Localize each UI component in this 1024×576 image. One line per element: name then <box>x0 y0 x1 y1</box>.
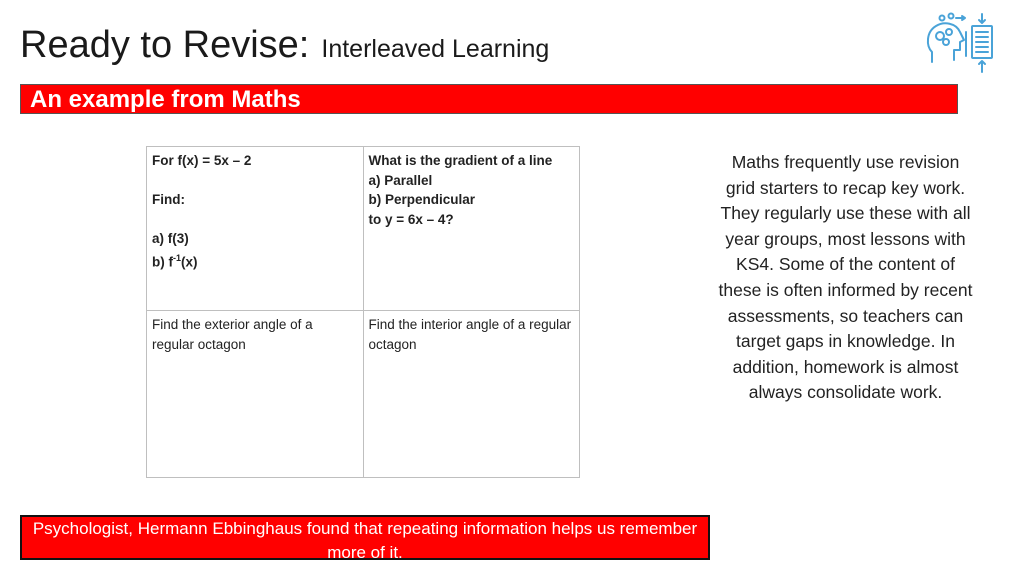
cell1-line4-prefix: b) f <box>152 254 173 269</box>
banner-text: An example from Maths <box>30 86 301 113</box>
cell1-line4 <box>152 249 358 272</box>
grid-cell-exterior-angle <box>147 311 364 478</box>
grid-cell-function <box>147 147 364 311</box>
cell2-line2: a) Parallel <box>368 172 433 188</box>
footer-quote-box <box>20 515 710 560</box>
grid-cell-gradient <box>363 147 580 311</box>
side-description: Maths frequently use revision grid starters to recap key work. They regularly use these with all year groups, most lessons with KS4. Some of the content of these is often informed by recent assessments, so teachers can target gaps in knowledge. In addition, homework is almost always consolidate work. <box>718 152 973 403</box>
title-main: Ready to Revise: <box>20 24 310 66</box>
cell1-line4-suffix: (x) <box>181 254 198 269</box>
cell3-text: Find the exterior angle of a regular octagon <box>152 317 313 352</box>
head-document-icon <box>922 12 1002 78</box>
cell2-line3: b) Perpendicular <box>368 192 476 207</box>
cell1-line4-sup: -1 <box>173 252 182 263</box>
cell4-text: Find the interior angle of a regular octagon <box>368 317 572 352</box>
cell2-line4: to y = 6x – 4? <box>368 211 454 227</box>
revision-grid <box>146 146 580 478</box>
footer-text: Psychologist, Hermann Ebbinghaus found that repeating information helps us remember more of it. <box>32 519 698 562</box>
cell1-line2: Find: <box>152 192 185 207</box>
cell1-line1: For f(x) = 5x – 2 <box>152 153 252 168</box>
page-title <box>20 24 549 67</box>
title-subtitle: Interleaved Learning <box>321 35 550 63</box>
cell1-line3: a) f(3) <box>152 231 189 246</box>
grid-cell-interior-angle <box>363 311 580 478</box>
cell2-line1: What is the gradient of a line <box>368 153 553 168</box>
section-banner <box>20 84 958 114</box>
